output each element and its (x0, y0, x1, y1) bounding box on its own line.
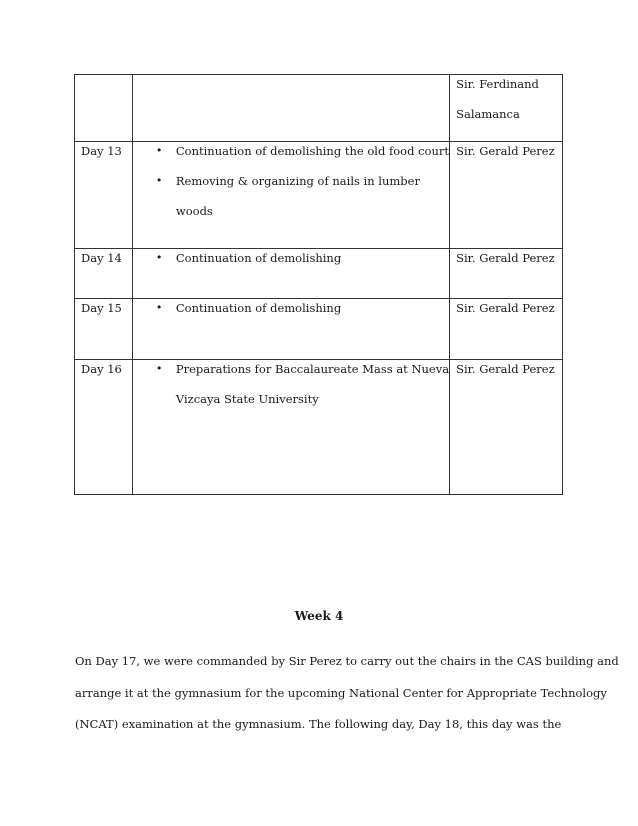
day-cell (75, 360, 133, 495)
activity-item (133, 249, 449, 279)
activity-list (133, 360, 449, 420)
activities-cell (132, 249, 449, 299)
activity-line: • Continuation of demolishing the old food court (175, 144, 449, 158)
activities-cell (132, 75, 449, 142)
activity-line: woods (175, 204, 213, 218)
table-row (75, 75, 563, 142)
activity-line: • Removing & organizing of nails in lumber (175, 174, 420, 188)
activities-cell (132, 360, 449, 495)
day-cell (75, 299, 133, 360)
supervisor-cell (450, 299, 563, 360)
activity-line: • Continuation of demolishing (175, 251, 342, 265)
activity-list (133, 249, 449, 279)
day-cell (75, 142, 133, 249)
supervisor-cell (450, 75, 563, 142)
day-label: Day 13 (81, 144, 122, 158)
day-label (81, 75, 126, 105)
activity-list (133, 142, 449, 232)
day-label: Day 14 (81, 251, 122, 265)
activities-cell (132, 299, 449, 360)
table-row (75, 249, 563, 299)
day-label: Day 15 (81, 301, 122, 315)
supervisor-line: Sir. Ferdinand (456, 77, 539, 91)
day-label: Day 16 (81, 362, 122, 376)
supervisor-line: Sir. Gerald Perez (456, 144, 555, 158)
activity-item (133, 299, 449, 329)
activity-item (133, 142, 449, 172)
supervisor-line: Sir. Gerald Perez (456, 301, 555, 315)
supervisor-line: Sir. Gerald Perez (456, 362, 555, 376)
day-cell (75, 75, 133, 142)
supervisor-line: Salamanca (456, 107, 520, 121)
activity-line: • Preparations for Baccalaureate Mass at Nueva (175, 362, 450, 376)
activity-line: • Continuation of demolishing (175, 301, 342, 315)
section-heading: Week 4 (294, 609, 344, 623)
supervisor-cell (450, 142, 563, 249)
supervisor-cell (450, 249, 563, 299)
activities-cell (132, 142, 449, 249)
activity-line: Vizcaya State University (175, 392, 319, 406)
activity-log-table (74, 74, 563, 495)
paragraph-line: On Day 17, we were commanded by Sir Perez to carry out the chairs in the CAS building and (75, 654, 619, 668)
paragraph-line: arrange it at the gymnasium for the upcoming National Center for Appropriate Technology (75, 685, 607, 700)
supervisor-cell (450, 360, 563, 495)
supervisor-line: Sir. Gerald Perez (456, 251, 555, 265)
activity-item (133, 172, 449, 232)
table-row (75, 360, 563, 495)
paragraph-line: (NCAT) examination at the gymnasium. The following day, Day 18, this day was the (75, 717, 562, 731)
activity-list (133, 299, 449, 329)
activity-item (133, 360, 449, 420)
table-row (75, 299, 563, 360)
table-row (75, 142, 563, 249)
day-cell (75, 249, 133, 299)
body-paragraph (75, 646, 619, 741)
